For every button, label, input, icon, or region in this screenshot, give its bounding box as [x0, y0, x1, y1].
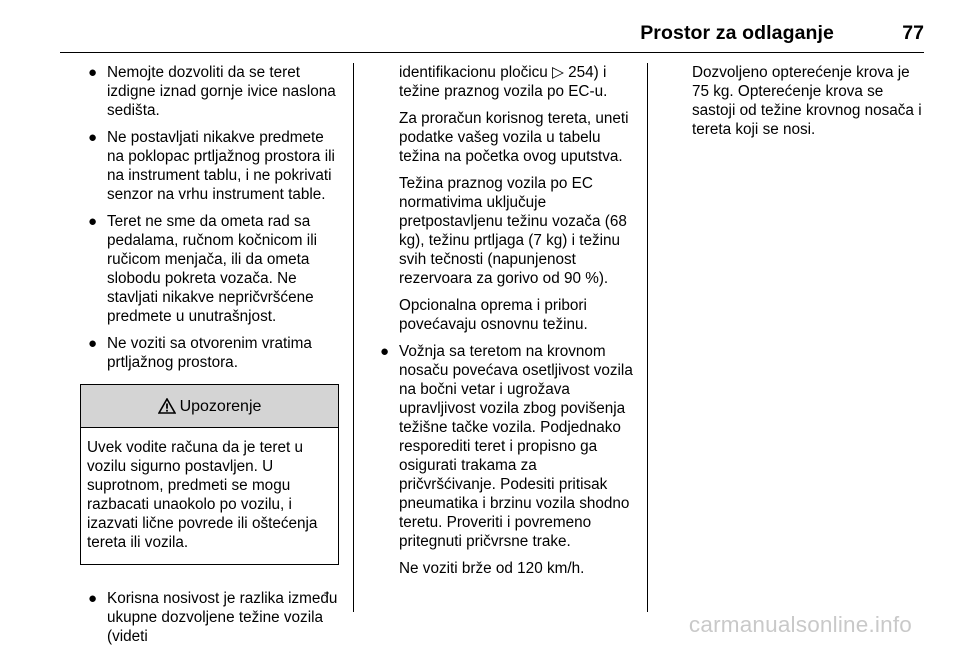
bullet-icon: ● [88, 64, 98, 81]
list-item-text: Vožnja sa teretom na krovnom nosaču povećava osetljivost vozila na bočni vetar i ugrožava upravljivost vozila zbog povišenja težišne tačke vozila. Podjednako resporediti teret i propisno ga osigurati trakama za pričvršćivanje. Podesiti pritisak pneumatika i brzinu vozila shodno teretu. Proveriti i povremeno pritegnuti pričvrsne trake. [399, 343, 633, 550]
column-divider-1 [353, 63, 354, 612]
list-item [80, 128, 339, 204]
bullet-icon: ● [88, 213, 98, 230]
paragraph: Za proračun korisnog tereta, uneti podatke vašeg vozila u tabelu težina na početka ovog uputstva. [399, 110, 629, 165]
paragraph: Ne voziti brže od 120 km/h. [399, 560, 585, 577]
list-item-text: Nemojte dozvoliti da se teret izdigne iznad gornje ivice naslona sedišta. [107, 64, 336, 119]
list-item [80, 63, 339, 120]
list-item-text: Ne postavljati nikakve predmete na poklopac prtljažnog prostora ili na instrument tablu, i ne pokrivati senzor na vrhu instrument table. [107, 129, 335, 203]
column-1 [80, 63, 339, 654]
list-item-text: Korisna nosivost je razlika između ukupne dozvoljene težine vozila (videti [107, 590, 338, 645]
warning-title: Upozorenje [179, 397, 262, 415]
paragraph: Dozvoljeno opterećenje krova je 75 kg. Opterećenje krova se sastoji od težine krovnog nosača i tereta koji se nosi. [692, 64, 922, 138]
bullet-icon: ● [88, 335, 98, 352]
list-item [80, 589, 339, 646]
paragraph: Opcionalna oprema i pribori povećavaju osnovnu težinu. [399, 297, 588, 333]
list-item [372, 342, 634, 551]
header-rule [60, 52, 924, 53]
column-3 [692, 63, 928, 147]
bullet-icon: ● [380, 343, 390, 360]
page-title: Prostor za odlaganje [640, 22, 834, 44]
column-divider-2 [647, 63, 648, 612]
warning-box [80, 384, 339, 565]
page-number: 77 [902, 22, 924, 44]
list-item-text: Ne voziti sa otvorenim vratima prtljažnog prostora. [107, 335, 312, 371]
list-item [80, 212, 339, 326]
list-item [80, 334, 339, 372]
list-item-text: Teret ne sme da ometa rad sa pedalama, ručnom kočnicom ili ručicom menjača, ili da ometa slobodu pokreta vozača. Ne stavljati nikakve nepričvršćene predmete u unutrašnjost. [107, 213, 317, 325]
paragraph: identifikacionu pločicu ▷ 254) i težine praznog vozila po EC-u. [399, 64, 608, 100]
watermark: carmanualsonline.info [688, 612, 912, 637]
paragraph: Težina praznog vozila po EC normativima uključuje pretpostavljenu težinu vozača (68 kg), težinu prtljaga (7 kg) i težinu svih tečnosti (napunjenost rezervoara za gorivo od 90 %). [399, 175, 627, 287]
bullet-icon: ● [88, 590, 98, 607]
bullet-icon: ● [88, 129, 98, 146]
warning-text: Uvek vodite računa da je teret u vozilu sigurno postavljen. U suprotnom, predmeti se mogu razbacati unaokolo po vozilu, i izazvati lične povrede ili oštećenja tereta ili vozila. [87, 439, 318, 551]
warning-header [81, 385, 338, 428]
warning-triangle-icon [158, 398, 176, 414]
column-2 [372, 63, 634, 586]
